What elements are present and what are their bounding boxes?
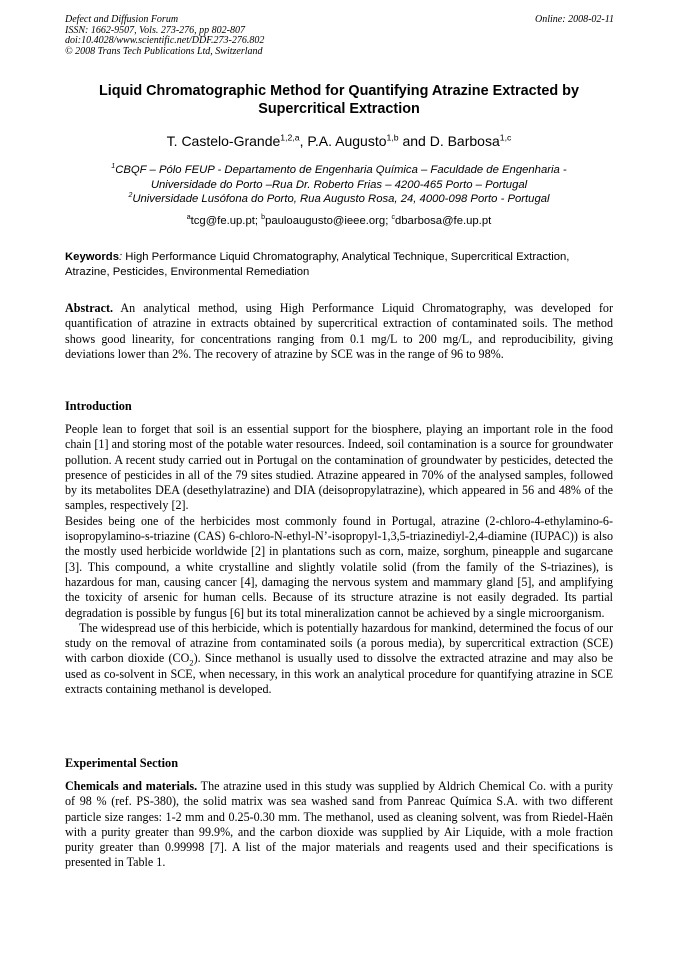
abstract-text: An analytical method, using High Performance Liquid Chromatography, was developed for quantification of atrazine in extracts obtained by supercritical extraction of contaminated soils. The method shows good linearity, for concentrations ranging from 0.1 mg/L to 200 mg/L, and reproducibility, giving deviations lower than 2%. The recovery of atrazine by SCE was in the range of 96 to 98%. bbox=[65, 301, 613, 361]
author-2-affil: 1,b bbox=[386, 132, 399, 143]
affiliation-2-text: Universidade Lusófona do Porto, Rua Augusto Rosa, 24, 4000-098 Porto - Portugal bbox=[132, 193, 550, 205]
email-a: tcg@fe.up.pt; bbox=[190, 215, 262, 227]
affiliation-1-line-1 bbox=[60, 163, 618, 178]
abstract-block bbox=[65, 301, 613, 362]
chemicals-paragraph bbox=[65, 779, 613, 871]
author-emails bbox=[60, 214, 618, 228]
journal-header bbox=[65, 15, 264, 57]
keywords-colon: : bbox=[119, 251, 123, 263]
affiliation-1-text: CBQF – Pólo FEUP - Departamento de Engenharia Química – Faculdade de Engenharia - bbox=[115, 164, 567, 176]
author-separator: and bbox=[398, 133, 430, 149]
affiliation-2-number: 2 bbox=[128, 192, 133, 200]
chemicals-text: The atrazine used in this study was supplied by Aldrich Chemical Co. with a purity of 98 % (ref. PS-380), the solid matrix was sea washed sand from Panreac Química S.A. with two different particle size ranges: 1-2 mm and 0.25-0.30 mm. The methanol, used as cleaning solvent, was from Riedel-Haën with a purity greater than 99.9%, and the carbon dioxide was supplied by Air Liquide, with a mole fraction purity greater than 0.99998 [7]. A list of the major materials and reagents used and their specifications is presented in Table 1. bbox=[65, 779, 613, 870]
author-3: D. Barbosa bbox=[429, 133, 500, 149]
online-date bbox=[535, 15, 614, 26]
email-c: dbarbosa@fe.up.pt bbox=[394, 215, 492, 227]
experimental-heading: Experimental Section bbox=[65, 756, 179, 770]
intro-p3-end: ). Since methanol is usually used to dissolve the extracted atrazine and may also be used as co-solvent in SCE, when necessary, in this work an analytical procedure for quantifying atrazine in SCE extracts containing methanol is developed. bbox=[65, 651, 614, 697]
author-1-affil: 1,2,a bbox=[280, 132, 300, 143]
keywords-block bbox=[65, 250, 613, 280]
introduction-section bbox=[65, 422, 613, 697]
experimental-section bbox=[65, 779, 613, 871]
affiliation-1-number: 1 bbox=[111, 163, 116, 171]
journal-issn: ISSN: 1662-9507, Vols. 273-276, pp 802-807 bbox=[65, 24, 245, 36]
chemicals-label: Chemicals and materials. bbox=[65, 779, 198, 793]
keywords-label: Keywords bbox=[65, 251, 119, 263]
keywords-text: High Performance Liquid Chromatography, Analytical Technique, Supercritical Extraction, Atrazine, Pesticides, Environmental Remediation bbox=[65, 251, 570, 278]
abstract-paragraph bbox=[65, 301, 613, 362]
intro-p3-start: The widespread use of this herbicide, which is potentially hazardous for mankind, determined the focus of our study on the removal of atrazine from contaminated soils (a porous media), by supercritical extraction (SCE) with carbon dioxide (CO bbox=[65, 620, 613, 666]
intro-p3-subscript: 2 bbox=[189, 657, 194, 668]
intro-paragraph-1: People lean to forget that soil is an essential support for the biosphere, playing an important role in the food chain [1] and storing most of the potable water resources. Indeed, soil contamination is a source for groundwater pollution. A recent study carried out in Portugal on the contamination of groundwater by pesticides, detected the presence of pesticides in all of the 79 sites studied. Atrazine appeared in 70% of the analysed samples, followed by its metabolites DEA (desethylatrazine) and DIA (deisopropylatrazine), which appeared in 56 and 48% of the samples, respectively [2]. bbox=[65, 422, 613, 513]
intro-paragraph-3 bbox=[65, 621, 613, 697]
email-a-marker: a bbox=[186, 214, 191, 222]
title-line-1: Liquid Chromatographic Method for Quantifying Atrazine Extracted by bbox=[99, 83, 579, 99]
title-line-2: Supercritical Extraction bbox=[258, 101, 420, 117]
abstract-label: Abstract. bbox=[65, 301, 114, 315]
author-1: T. Castelo-Grande bbox=[166, 133, 281, 149]
affiliation-2 bbox=[60, 192, 618, 207]
email-b-marker: b bbox=[261, 214, 266, 222]
author-separator: , bbox=[299, 133, 308, 149]
author-2: P.A. Augusto bbox=[307, 133, 387, 149]
introduction-heading: Introduction bbox=[65, 399, 132, 413]
author-3-affil: 1,c bbox=[499, 132, 512, 143]
author-list bbox=[60, 132, 618, 150]
email-c-marker: c bbox=[391, 214, 395, 222]
intro-paragraph-2: Besides being one of the herbicides most commonly found in Portugal, atrazine (2-chloro-4-ethylamino-6-isopropylamino-s-triazine (CAS) 6-chloro-N-ethyl-N’-isopropyl-1,3,5-triazinediyl-2,4-diamine (IUPAC)) is also the mostly used herbicide worldwide [2] in plantations such as corn, maize, sorghum, pineapple and sugarcane [3]. This compound, a white crystalline and slightly volatile solid (from the family of the S-triazines), is hazardous for man, causing cancer [4], damaging the nervous system and mammary gland [5], and amplifying the toxicity of arsenic for human cells. Because of its structure atrazine is not easily degraded. Its partial degradation is possible by fungus [6] but its total mineralization cannot be achieved by a single microorganism. bbox=[65, 513, 613, 620]
online-date-text: Online: 2008-02-11 bbox=[535, 14, 614, 25]
journal-doi: doi:10.4028/www.scientific.net/DDF.273-276.802 bbox=[65, 35, 265, 46]
journal-copyright: © 2008 Trans Tech Publications Ltd, Switzerland bbox=[65, 45, 263, 57]
email-b: pauloaugusto@ieee.org; bbox=[265, 215, 392, 227]
affiliation-1-line-2: Universidade do Porto –Rua Dr. Roberto Frias – 4200-465 Porto – Portugal bbox=[150, 178, 528, 191]
journal-name: Defect and Diffusion Forum bbox=[65, 14, 179, 25]
paper-title bbox=[60, 82, 618, 118]
affiliations bbox=[60, 163, 618, 207]
